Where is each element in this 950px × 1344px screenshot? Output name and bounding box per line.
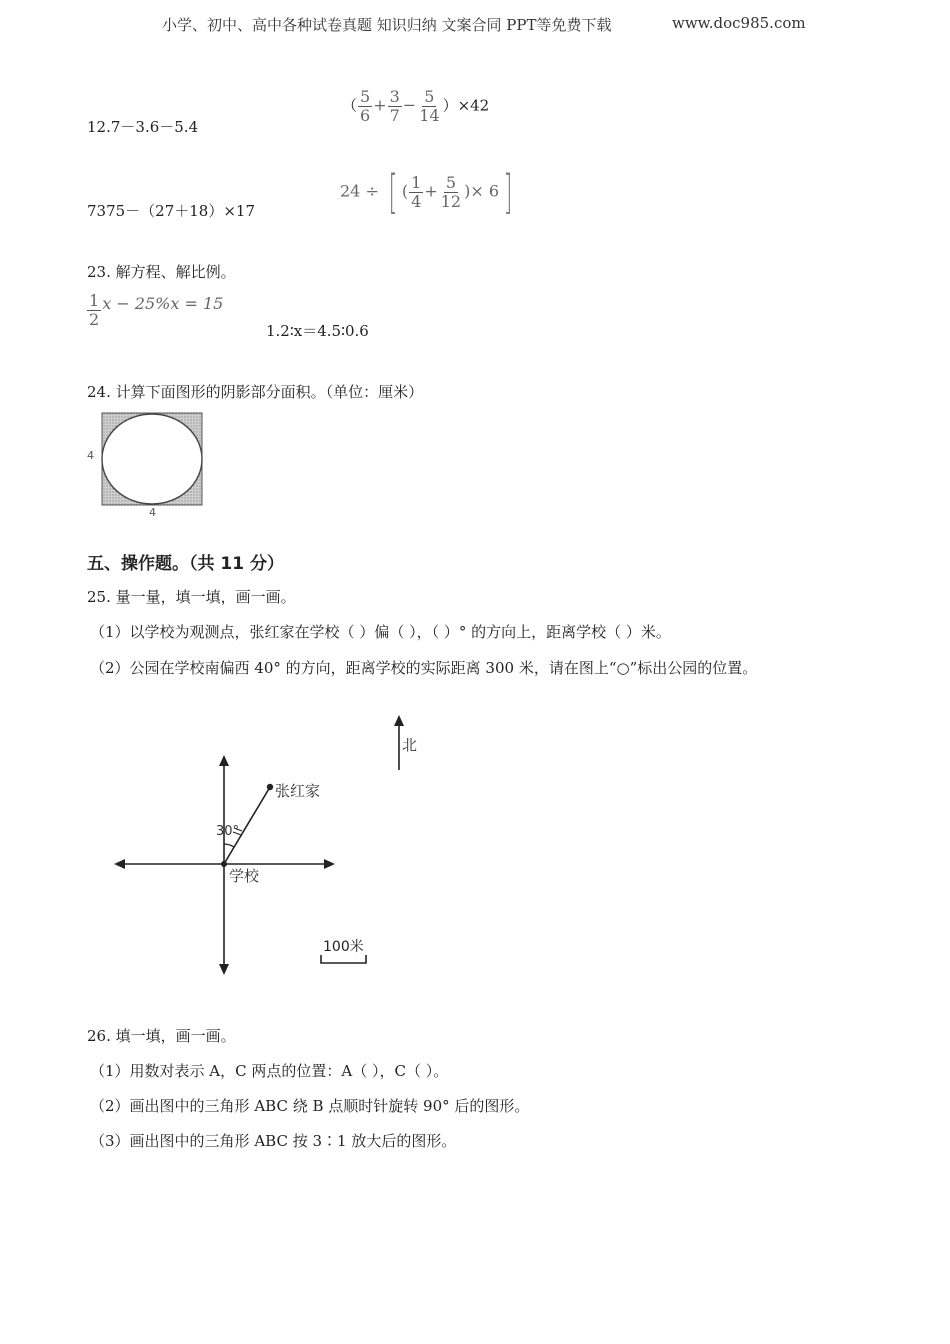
numerator: 1 xyxy=(411,172,422,192)
north-axis-arrow-head xyxy=(219,755,229,766)
section-5-title: 五、操作题。（共 11 分） xyxy=(87,554,284,574)
school-label: 学校 xyxy=(229,867,260,885)
house-label: 张红家 xyxy=(275,782,321,800)
q23-equation-1 xyxy=(86,292,223,329)
denominator: 6 xyxy=(360,106,371,125)
left-bracket: [ xyxy=(388,165,398,219)
bottom-length-label: 4 xyxy=(149,506,156,519)
expr-4-prefix: 24 ÷ xyxy=(340,181,379,201)
q23-title: 23. 解方程、解比例。 xyxy=(87,263,236,281)
equation-rest: x − 25%x = 15 xyxy=(102,294,224,313)
fraction-5-6 xyxy=(358,88,372,125)
numerator: 3 xyxy=(389,87,400,106)
circle xyxy=(102,414,202,504)
school-point xyxy=(221,861,227,867)
denominator: 12 xyxy=(440,191,462,211)
close-paren-times: )× 6 xyxy=(464,181,500,201)
expr-2-close: ）×42 xyxy=(442,96,490,115)
fraction-1-4 xyxy=(409,174,423,211)
numerator: 5 xyxy=(424,87,435,106)
denominator: 7 xyxy=(389,106,400,125)
expr-2-open: （ xyxy=(342,96,358,115)
fraction-5-14 xyxy=(417,88,441,125)
header-site-link[interactable]: www.doc985.com xyxy=(672,14,806,32)
numerator: 1 xyxy=(89,291,100,310)
right-bracket: ] xyxy=(503,165,513,219)
denominator: 14 xyxy=(419,106,440,125)
q26-title: 26. 填一填，画一画。 xyxy=(87,1027,236,1045)
angle-label: 30° xyxy=(216,824,240,839)
q25-title: 25. 量一量，填一填，画一画。 xyxy=(87,588,296,606)
north-arrow-head xyxy=(394,715,404,726)
expr-3: 7375－（27＋18）×17 xyxy=(87,202,256,220)
q26-part-3: （3）画出图中的三角形 ABC 按 3∶1 放大后的图形。 xyxy=(90,1132,457,1150)
expr-2 xyxy=(342,88,489,125)
q26-part-1: （1）用数对表示 A，C 两点的位置：A（ ），C（ ）。 xyxy=(90,1062,449,1080)
q26-part-2: （2）画出图中的三角形 ABC 绕 B 点顺时针旋转 90° 后的图形。 xyxy=(90,1097,530,1115)
fraction-1-2 xyxy=(87,292,101,329)
expr-1: 12.7－3.6－5.4 xyxy=(87,118,199,136)
numerator: 5 xyxy=(445,172,457,192)
south-axis-arrow-head xyxy=(219,964,229,975)
q24-title: 24. 计算下面图形的阴影部分面积。（单位：厘米） xyxy=(87,383,424,401)
q25-direction-diagram xyxy=(100,705,460,985)
minus-sign: − xyxy=(402,95,417,115)
angle-arc xyxy=(224,844,234,847)
header-links: 小学、初中、高中各种试卷真题 知识归纳 文案合同 PPT等免费下载 xyxy=(162,16,612,34)
north-label: 北 xyxy=(402,736,418,754)
side-length-label: 4 xyxy=(87,449,94,462)
east-arrow-head xyxy=(324,859,335,869)
q25-part-1: （1）以学校为观测点，张红家在学校（ ）偏（ ），（ ）° 的方向上，距离学校（ ）米。 xyxy=(90,623,671,641)
plus-sign: + xyxy=(373,95,387,115)
plus-sign: + xyxy=(424,181,438,201)
q24-figure xyxy=(85,410,215,520)
denominator: 2 xyxy=(89,310,100,329)
numerator: 5 xyxy=(360,87,371,106)
scale-bar xyxy=(321,955,366,963)
house-point xyxy=(267,784,273,790)
q23-equation-2: 1.2∶x＝4.5∶0.6 xyxy=(266,322,369,340)
fraction-3-7 xyxy=(388,88,402,125)
denominator: 4 xyxy=(411,191,422,211)
west-arrow-head xyxy=(114,859,125,869)
expr-4 xyxy=(340,165,517,219)
q25-part-2: （2）公园在学校南偏西 40° 的方向，距离学校的实际距离 300 米，请在图上“○”标出公园的位置。 xyxy=(90,659,758,677)
scale-label: 100米 xyxy=(323,939,364,955)
fraction-5-12 xyxy=(439,174,463,211)
open-paren: ( xyxy=(401,181,409,201)
